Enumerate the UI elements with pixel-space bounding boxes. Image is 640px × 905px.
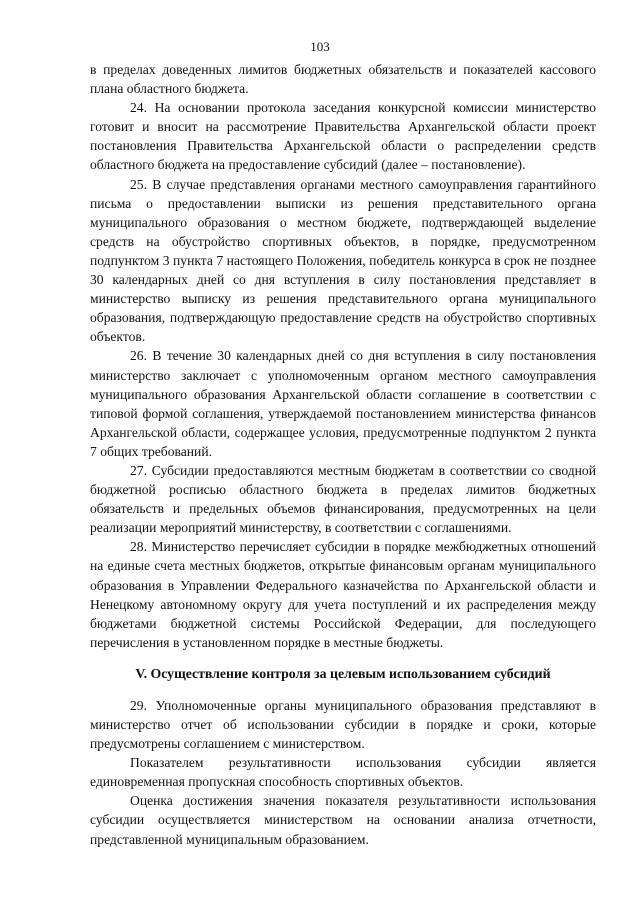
paragraph-29: 29. Уполномоченные органы муниципального образования представляют в министерство отчет об использовании субсидии в порядке и сроки, которые предусмотрены соглашением с министерством. bbox=[90, 697, 596, 752]
paragraph-28: 28. Министерство перечисляет субсидии в порядке межбюджетных отношений на единые счета местных бюджетов, открытые финансовым органам муниципального образования в Управлении Федерального казначейства по Архангельской области и Ненецкому автономному округу для учета поступлений и их распределения между бюджетами бюджетной системы Российской Федерации, для последующего перечисления в установленном порядке в местные бюджеты. bbox=[90, 539, 596, 650]
paragraph-24: 24. На основании протокола заседания конкурсной комиссии министерство готовит и вносит на рассмотрение Правительства Архангельской области проект постановления Правительства Архангельской области о распределении средств областного бюджета на предоставление субсидий (далее – постановление). bbox=[90, 100, 596, 173]
document-body bbox=[90, 60, 596, 849]
section-heading: V. Осуществление контроля за целевым использованием субсидий bbox=[135, 665, 551, 681]
paragraph-evaluation: Оценка достижения значения показателя результативности использования субсидии осуществляется министерством на основании анализа отчетности, представленной муниципальным образованием. bbox=[90, 793, 596, 847]
page-number: 103 bbox=[310, 39, 330, 54]
paragraph-continuation: в пределах доведенных лимитов бюджетных обязательств и показателей кассового плана областного бюджета. bbox=[90, 62, 596, 97]
paragraph-25: 25. В случае представления органами местного самоуправления гарантийного письма о предоставлении выписки из решения представительного органа муниципального образования о местном бюджете, подтверждающей выделение средств на обустройство спортивных объектов, в порядке, предусмотренном подпунктом 3 пункта 7 настоящего Положения, победитель конкурса в срок не позднее 30 календарных дней со дня вступления в силу постановления представляет в министерство выписку из решения представительного органа муниципального образования, подтверждающую предоставление средств на обустройство спортивных объектов. bbox=[90, 176, 596, 345]
paragraph-indicator: Показателем результативности использования субсидии является единовременная пропускная способность спортивных объектов. bbox=[90, 755, 596, 790]
paragraph-27: 27. Субсидии предоставляются местным бюджетам в соответствии со сводной бюджетной росписью областного бюджета в пределах лимитов бюджетных обязательств и предельных объемов финансирования, предусмотренных на цели реализации мероприятий министерству, в соответствии с соглашениями. bbox=[90, 462, 596, 536]
paragraph-26: 26. В течение 30 календарных дней со дня вступления в силу постановления министерство заключает с уполномоченным органом местного самоуправления муниципального образования Архангельской области соглашение в соответствии с типовой формой соглашения, утверждаемой постановлением министерства финансов Архангельской области, содержащее условия, предусмотренные подпунктом 2 пункта 7 общих требований. bbox=[90, 348, 596, 459]
